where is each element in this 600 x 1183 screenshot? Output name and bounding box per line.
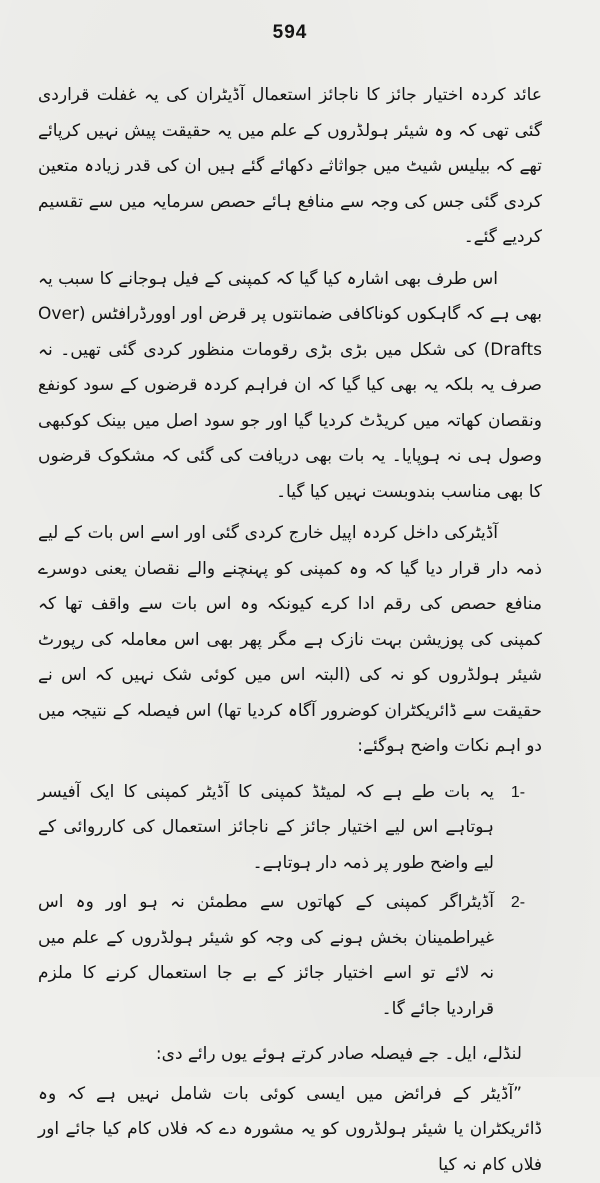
paragraph-appeal-dismissed: آڈیٹرکی داخل کردہ اپیل خارج کردی گئی اور اسے اس بات کے لیے ذمہ دار قرار دیا گیا کہ وہ کمپنی کو پہنچنے والے نقصان یعنی دوسرے منافع حصص کی رقم ادا کرے کیونکہ وہ اس بات سے واقف تھا کہ کمپنی کی پوزیشن بہت نازک ہے مگر پھر بھی اس معاملہ کی رپورٹ شیئر ہولڈروں کو نہ کی (البتہ اس میں کوئی شک نہیں کہ اس نے حقیقت سے ڈائریکٹران کوضرور آگاہ کردیا تھا) اس فیصلہ کے نتیجہ میں دو اہم نکات واضح ہوگئے: (38, 516, 542, 765)
paragraph-loans-overdrafts: اس طرف بھی اشارہ کیا گیا کہ کمپنی کے فیل ہوجانے کا سبب یہ بھی ہے کہ گاہکوں کوناکافی ضمانتوں پر قرض اور اوورڈرافٹس (Over Drafts) کی شکل میں بڑی بڑی رقومات منظور کردی گئی تھیں۔ نہ صرف یہ بلکہ یہ بھی کیا گیا کہ ان فراہم کردہ قرضوں کے سود کونفع ونقصان کھاتہ میں کریڈٹ کردیا گیا اور جو سود اصل میں بینک کوکبھی وصول ہی نہ ہوپایا۔ یہ بات بھی دریافت کی گئی کہ مشکوک قرضوں کا بھی مناسب بندوبست نہیں کیا گیا۔ (38, 262, 542, 511)
list-item (38, 775, 542, 882)
page-body (38, 78, 542, 1183)
judgment-quote: ”آڈیٹر کے فرائض میں ایسی کوئی بات شامل نہیں ہے کہ وہ ڈائریکٹران یا شیئر ہولڈروں کو یہ مشورہ دے کہ فلاں کام کیا جائے اور فلاں کام نہ کیا (38, 1077, 542, 1183)
list-item-text: آڈیٹراگر کمپنی کے کھاتوں سے مطمئن نہ ہو اور وہ اس غیراطمینان بخش ہونے کی وجہ کو شیئر ہولڈروں کے علم میں نہ لائے تو اسے اختیار جائز کے بے جا استعمال کرنے کا ملزم قراردیا جائے گا۔ (38, 885, 494, 1027)
conclusions-list (38, 775, 542, 1028)
list-item (38, 885, 542, 1027)
page-number: 594 (38, 22, 542, 44)
list-item-text: یہ بات طے ہے کہ لمیٹڈ کمپنی کا آڈیٹر کمپنی کا ایک آفیسر ہوتاہے اس لیے اختیار جائز کے ناجائز استعمال کی کارروائی کے لیے واضح طور پر ذمہ دار ہوتاہے۔ (38, 775, 494, 882)
judgment-intro: لنڈلے، ایل۔ جے فیصلہ صادر کرتے ہوئے یوں رائے دی: (38, 1037, 542, 1073)
list-item-number: 1- (494, 775, 542, 811)
paragraph-auditor-negligence: عائد کردہ اختیار جائز کا ناجائز استعمال آڈیٹران کی یہ غفلت قراردی گئی تھی کہ وہ شیئر ہولڈروں کے علم میں یہ حقیقت پیش نہیں کرپائے تھے کہ بیلیس شیٹ میں جواثاثے دکھائے گئے ہیں ان کی قدر زیادہ متعین کردی گئی جس کی وجہ سے منافع ہائے حصص سرمایہ میں سے تقسیم کردیے گئے۔ (38, 78, 542, 256)
list-item-number: 2- (494, 885, 542, 921)
